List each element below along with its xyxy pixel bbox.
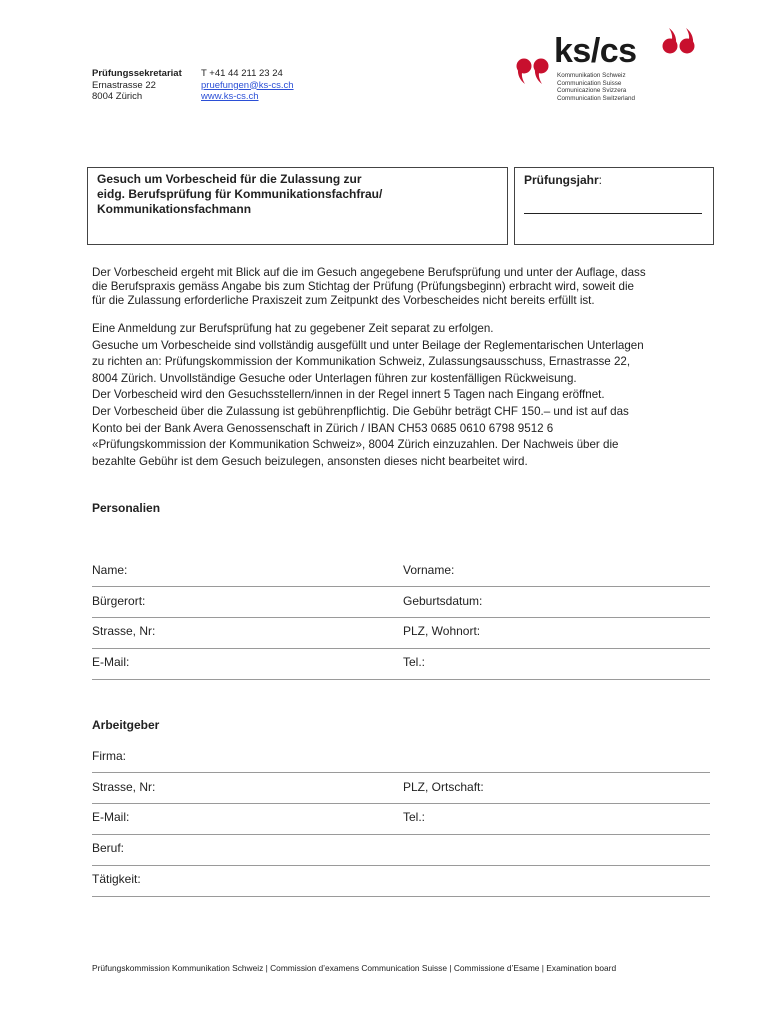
form-title-line: Gesuch um Vorbescheid für die Zulassung zur bbox=[97, 172, 362, 186]
form-title-box bbox=[87, 167, 508, 245]
office-email-link[interactable]: pruefungen@ks-cs.ch bbox=[201, 79, 294, 91]
exam-year-label-text: Prüfungsjahr bbox=[524, 173, 599, 187]
office-website-link[interactable]: www.ks-cs.ch bbox=[201, 91, 259, 102]
office-street: Ernastrasse 22 bbox=[92, 79, 156, 91]
intro-paragraph-2 bbox=[92, 321, 722, 470]
logo-tagline: Kommunikation Schweiz bbox=[557, 72, 626, 79]
tel-label: Tel.: bbox=[403, 655, 426, 669]
form-title bbox=[97, 172, 382, 217]
intro-line: für die Zulassung erforderliche Praxiszeit zum Zeitpunkt des Vorbescheides nicht bereits erfüllt ist. bbox=[92, 294, 595, 307]
intro-line: bezahlte Gebühr ist dem Gesuch beizulegen, ansonsten dieses nicht bearbeitet wird. bbox=[92, 454, 528, 468]
intro-paragraph-1 bbox=[92, 266, 722, 308]
strasse-input-line[interactable] bbox=[92, 648, 710, 649]
firma-label: Firma: bbox=[92, 749, 126, 763]
logo-wordmark: ks/cs bbox=[554, 32, 637, 70]
employer-strasse-input-line[interactable] bbox=[92, 803, 710, 804]
email-input-line[interactable] bbox=[92, 679, 710, 680]
personal-section-heading: Personalien bbox=[92, 501, 161, 515]
logo-tagline: Comunicazione Svizzera bbox=[557, 87, 627, 95]
ks-cs-logo bbox=[512, 28, 702, 104]
beruf-input-line[interactable] bbox=[92, 865, 710, 866]
intro-line: Der Vorbescheid ergeht mit Blick auf die im Gesuch angegebene Berufsprüfung und unter der Auflage, dass bbox=[92, 266, 646, 279]
form-title-line: eidg. Berufsprüfung für Kommunikationsfachfrau/ bbox=[97, 187, 383, 201]
beruf-label: Beruf: bbox=[92, 841, 125, 855]
firma-input-line[interactable] bbox=[92, 772, 710, 773]
geburtsdatum-label: Geburtsdatum: bbox=[403, 594, 483, 608]
exam-year-input-line[interactable] bbox=[524, 213, 702, 214]
office-contact bbox=[201, 68, 294, 103]
logo-tagline: Communication Switzerland bbox=[557, 94, 636, 102]
vorname-label: Vorname: bbox=[403, 563, 455, 577]
employer-strasse-label: Strasse, Nr: bbox=[92, 780, 156, 794]
name-input-line[interactable] bbox=[92, 586, 710, 587]
exam-year-box bbox=[514, 167, 714, 245]
plz-ortschaft-label: PLZ, Ortschaft: bbox=[403, 780, 484, 794]
taetigkeit-label: Tätigkeit: bbox=[92, 872, 141, 886]
plz-wohnort-label: PLZ, Wohnort: bbox=[403, 624, 481, 638]
employer-email-label: E-Mail: bbox=[92, 810, 130, 824]
intro-line: 8004 Zürich. Unvollständige Gesuche oder Unterlagen führen zur kostenfälligen Rückweisung. bbox=[92, 371, 577, 385]
employer-email-input-line[interactable] bbox=[92, 834, 710, 835]
employer-section-heading: Arbeitgeber bbox=[92, 718, 160, 732]
intro-line: Gesuche um Vorbescheide sind vollständig ausgefüllt und unter Beilage der Reglementarischen Unterlagen bbox=[92, 338, 644, 352]
logo-taglines bbox=[557, 72, 635, 102]
office-phone: T +41 44 211 23 24 bbox=[201, 68, 283, 79]
intro-line: Der Vorbescheid über die Zulassung ist gebührenpflichtig. Die Gebühr beträgt CHF 150.– und ist auf das bbox=[92, 404, 629, 418]
intro-line: Der Vorbescheid wird den Gesuchsstellern/innen in der Regel innert 5 Tagen nach Eingang eröffnet. bbox=[92, 388, 605, 402]
intro-line: zu richten an: Prüfungskommission der Kommunikation Schweiz, Zulassungsausschuss, Ernastrasse 22, bbox=[92, 355, 631, 369]
intro-line: die Berufspraxis gemäss Angabe bis zum Stichtag der Prüfung (Prüfungsbeginn) erbracht wird, soweit die bbox=[92, 280, 634, 293]
employer-tel-label: Tel.: bbox=[403, 810, 426, 824]
exam-year-colon: : bbox=[598, 173, 603, 187]
page-footer: Prüfungskommission Kommunikation Schweiz | Commission d’examens Communication Suisse | Commissione d’Esame | Examination board bbox=[92, 963, 617, 973]
intro-line: Konto bei der Bank Avera Genossenschaft in Zürich / IBAN CH53 0685 0610 6798 9512 6 bbox=[92, 421, 554, 435]
form-title-line: Kommunikationsfachmann bbox=[97, 202, 252, 216]
office-city: 8004 Zürich bbox=[92, 91, 143, 102]
intro-line: Eine Anmeldung zur Berufsprüfung hat zu gegebener Zeit separat zu erfolgen. bbox=[92, 322, 494, 335]
exam-year-label bbox=[524, 173, 602, 187]
taetigkeit-input-line[interactable] bbox=[92, 896, 710, 897]
intro-line: «Prüfungskommission der Kommunikation Schweiz», 8004 Zürich einzuzahlen. Der Nachweis über die bbox=[92, 438, 619, 452]
office-name: Prüfungssekretariat bbox=[92, 68, 182, 79]
strasse-label: Strasse, Nr: bbox=[92, 624, 156, 638]
office-address bbox=[92, 68, 182, 103]
buergerort-label: Bürgerort: bbox=[92, 594, 146, 608]
buergerort-input-line[interactable] bbox=[92, 617, 710, 618]
logo-tagline: Communication Suisse bbox=[557, 79, 622, 87]
email-label: E-Mail: bbox=[92, 655, 130, 669]
name-label: Name: bbox=[92, 563, 128, 577]
